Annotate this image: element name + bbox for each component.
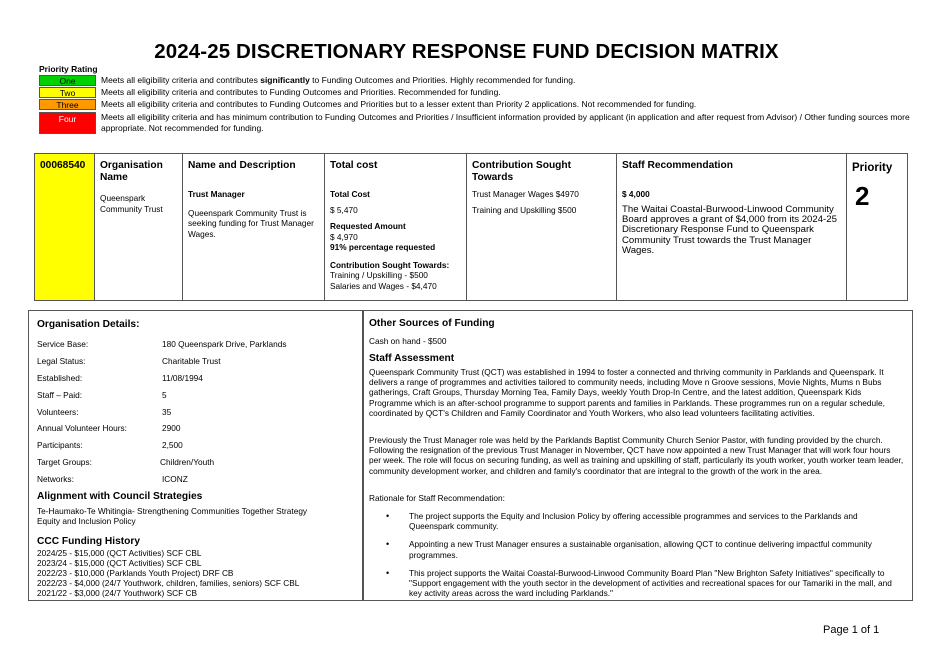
alignment-heading: Alignment with Council Strategies (37, 491, 203, 502)
page-number: Page 1 of 1 (823, 624, 880, 636)
priority-value: 2 (855, 181, 870, 211)
contribution-sought-towards-label: Contribution Sought Towards: (330, 259, 450, 270)
total-cost-header: Total cost (330, 160, 378, 171)
priority-cell (847, 154, 907, 300)
priority-description-four: Meets all eligibility criteria and has minimum contribution to Funding Outcomes and Priorities / Insufficient information provided by applicant (in application and after request from Advisor) / Other funding sources more appropriate. Not recommended for funding. (101, 112, 910, 133)
alignment-line: Te-Haumako-Te Whitingia- Strengthening Communities Together Strategy (37, 506, 308, 516)
total-cost-value: $ 5,470 (330, 204, 358, 215)
page-title: 2024-25 DISCRETIONARY RESPONSE FUND DECISION MATRIX (154, 40, 779, 63)
funding-history-line: 2024/25 - $15,000 (QCT Activities) SCF CBL (37, 548, 202, 558)
priority-badge-four: Four (39, 112, 96, 134)
application-id: 00068540 (40, 160, 86, 171)
name-description-header: Name and Description (188, 160, 296, 171)
rationale-heading: Rationale for Staff Recommendation: (369, 493, 505, 503)
organisation-name-cell (95, 154, 183, 300)
requested-amount-value: $ 4,970 (330, 231, 358, 242)
priority-badge-three: Three (39, 99, 96, 110)
contribution-sought-header: Contribution Sought Towards (472, 160, 572, 183)
rationale-bullet: • Appointing a new Trust Manager ensures a sustainable organisation, allowing QCT to continue delivering impactful community programmes. (364, 539, 894, 559)
other-funding-text: Cash on hand - $500 (369, 336, 447, 346)
application-id-cell (35, 154, 95, 300)
project-description: Queenspark Community Trust is seeking funding for Trust Manager Wages. (188, 207, 314, 239)
recommendation-text: The Waitai Coastal-Burwood-Linwood Community Board approves a grant of $4,000 from its 2024-25 Discretionary Response Fund to Queenspark Community Trust towards the Trust Manager Wages. (622, 203, 837, 257)
priority-rating-heading: Priority Rating (39, 64, 98, 74)
recommended-amount: $ 4,000 (622, 189, 650, 199)
priority-badge-two: Two (39, 87, 96, 98)
contribution-sought-cell (467, 154, 617, 300)
rationale-list (364, 511, 894, 606)
priority-header: Priority (852, 162, 893, 174)
contribution-line: Salaries and Wages - $4,470 (330, 280, 437, 291)
total-cost-label: Total Cost (330, 189, 370, 199)
priority-badge-one: One (39, 75, 96, 86)
name-description-cell (183, 154, 325, 300)
alignment-line: Equity and Inclusion Policy (37, 516, 136, 526)
assessment-paragraph: Queenspark Community Trust (QCT) was established in 1994 to foster a connected and thriving community in Parklands and Queenspark. It delivers a range of programmes and activities tailored to community needs, including Move n Groove sessions, Movie Nights, Mums n Bubs gatherings, Craft Groups, Thursday Morning Tea, Family Days, weekly Youth Drop-In Centre, and the latest addition, Queenspark Kids Programme which is an after-school programme to support parents and families in Parklands. These programmes run on a regular schedule, coordinated by QCT's Children and Family Coordinator and Youth Workers, who also lead volunteers facilitating activities. (369, 367, 885, 418)
organisation-details-panel: Organisation Details: Service Base: 180 Queenspark Drive, Parklands Legal Status: Charitable Trust Established: 11/08/1994 Staff – Paid: 5 Volunteers: 35 Annual Volunteer Hours: 2900 Participants: 2,500 Target Groups: Children/Youth Networks: ICONZ Alignment with Council Strategies Te-Haumako-Te Whitingia- Strengthening Communities Together Strategy Equity and Inclusion Policy CCC Funding History 2024/25 - $15,000 (QCT Activities) SCF CBL 2023/24 - $15,000 (QCT Activities) SCF CBL 2022/23 - $10,000 (Parklands Youth Project) DRF CB 2022/23 - $4,000 (24/7 Youthwork, children, families, seniors) SCF CBL 2021/22 - $3,000 (24/7 Youthwork) SCF CB (28, 310, 363, 601)
other-funding-heading: Other Sources of Funding (369, 318, 495, 329)
funding-history-line: 2022/23 - $4,000 (24/7 Youthwork, children, families, seniors) SCF CBL (37, 578, 300, 588)
rationale-bullet: • The project supports the Equity and Inclusion Policy by offering accessible programmes and services to the Parklands and Queenspark community. (364, 511, 894, 531)
funding-history-line: 2022/23 - $10,000 (Parklands Youth Project) DRF CB (37, 568, 234, 578)
organisation-name-header: Organisation Name (100, 160, 163, 183)
priority-description-two: Meets all eligibility criteria and contributes to Funding Outcomes and Priorities. Recommended for funding. (101, 87, 501, 97)
staff-assessment-heading: Staff Assessment (369, 353, 455, 364)
priority-description-one: Meets all eligibility criteria and contributes significantly to Funding Outcomes and Priorities. Highly recommended for funding. (101, 75, 576, 85)
staff-recommendation-header: Staff Recommendation (622, 160, 733, 171)
assessment-panel (363, 310, 913, 601)
ccc-funding-history-heading: CCC Funding History (37, 536, 140, 547)
sought-line: Trust Manager Wages $4970 (472, 189, 579, 199)
funding-history-line: 2023/24 - $15,000 (QCT Activities) SCF CBL (37, 558, 202, 568)
requested-percentage: 91% percentage requested (330, 242, 436, 252)
organisation-name: Queenspark Community Trust (100, 193, 163, 214)
organisation-details-heading: Organisation Details: (37, 319, 140, 330)
application-summary-table (34, 153, 908, 301)
total-cost-cell (325, 154, 467, 300)
sought-line: Training and Upskilling $500 (472, 204, 577, 215)
project-name: Trust Manager (188, 189, 245, 199)
rationale-bullet: • This project supports the Waitai Coastal-Burwood-Linwood Community Board Plan "New Brighton Safety Initiatives" specifically to "Support engagement with the youth sector in the development of activities and recreational spaces for our Tamariki in the mall, and key activity areas across the ward including Parklands." (364, 568, 894, 599)
contribution-line: Training / Upskilling - $500 (330, 270, 428, 280)
funding-history-line: 2021/22 - $3,000 (24/7 Youthwork) SCF CB (37, 588, 198, 598)
requested-amount-label: Requested Amount (330, 221, 406, 231)
staff-recommendation-cell (617, 154, 847, 300)
priority-description-three: Meets all eligibility criteria and contributes to Funding Outcomes and Priorities but to a lesser extent than Priority 2 applications. Not recommended for funding. (101, 99, 697, 109)
assessment-paragraph: Previously the Trust Manager role was held by the Parklands Baptist Community Church Senior Pastor, with funding provided by the church. Following the resignation of the previous Trust Manager in November, QCT have now appointed a new Trust Manager that will work four hours per week. The role will focus on securing funding, as well as training and upskilling of staff, particularly its youth worker, youth worker team leader, community development worker, and children and family's coordinator that are integral to the growth of the work in the area. (369, 435, 904, 476)
